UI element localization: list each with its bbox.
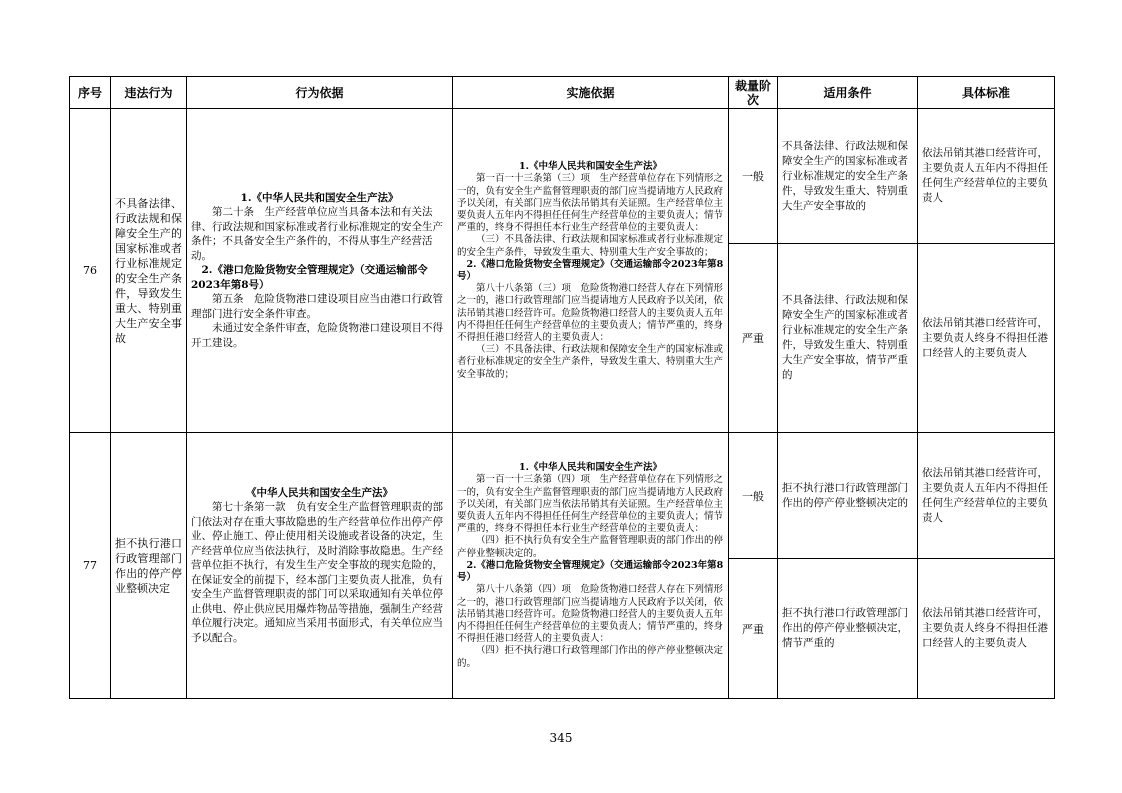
header-violation: 违法行为 bbox=[111, 77, 187, 109]
law-title: 《中华人民共和国安全生产法》 bbox=[246, 486, 393, 499]
standard-text: 依法吊销其港口经营许可，主要负责人终身不得担任港口经营人的主要负责人 bbox=[918, 559, 1055, 699]
law-article: 第五条 危险货物港口建设项目应当由港口行政管理部门进行安全条件审查。 bbox=[191, 293, 443, 320]
condition-text: 拒不执行港口行政管理部门作出的停产停业整顿决定，情节严重的 bbox=[778, 559, 918, 699]
implementation-cell bbox=[453, 433, 729, 699]
header-standard: 具体标准 bbox=[918, 77, 1055, 109]
standard-text: 依法吊销其港口经营许可，主要负责人五年内不得担任任何生产经营单位的主要负责人 bbox=[918, 109, 1055, 244]
condition-text: 不具备法律、行政法规和保障安全生产的国家标准或者行业标准规定的安全生产条件，导致发生重大、特别重大生产安全事故的 bbox=[778, 109, 918, 244]
header-level: 裁量阶次 bbox=[729, 77, 778, 109]
law-title: 1.《中华人民共和国安全生产法》 bbox=[240, 191, 399, 204]
law-title: 2.《港口危险货物安全管理规定》（交通运输部令2023年第8号） bbox=[457, 258, 724, 282]
violation-text: 不具备法律、行政法规和保障安全生产的国家标准或者行业标准规定的安全生产条件，导致发生重大、特别重大生产安全事故 bbox=[111, 109, 187, 433]
law-article: 第八十八条第（三）项 危险货物港口经营人存在下列情形之一的，港口行政管理部门应当提请地方人民政府予以关闭，依法吊销其港口经营许可。危险货物港口经营人的主要负责人五年内不得担任任何生产经营单位的主要负责人；情节严重的，终身不得担任港口经营人的主要负责人： bbox=[457, 283, 724, 344]
law-article: 第八十八条第（四）项 危险货物港口经营人存在下列情形之一的，港口行政管理部门应当提请地方人民政府予以关闭，依法吊销其港口经营许可。危险货物港口经营人的主要负责人五年内不得担任任何生产经营单位的主要负责人；情节严重的，终身不得担任港口经营人的主要负责人： bbox=[457, 584, 724, 645]
enforcement-standards-table bbox=[69, 76, 1055, 699]
law-article: （三）不具备法律、行政法规和国家标准或者行业标准规定的安全生产条件，导致发生重大、特别重大生产安全事故的； bbox=[457, 234, 724, 258]
law-article: （四）拒不执行负有安全生产监督管理职责的部门作出的停产停业整顿决定的。 bbox=[457, 535, 724, 559]
law-title: 2.《港口危险货物安全管理规定》（交通运输部令2023年第8号） bbox=[191, 264, 428, 291]
level-serious: 严重 bbox=[729, 559, 778, 699]
law-article: （三）不具备法律、行政法规和保障安全生产的国家标准或者行业标准规定的安全生产条件，导致发生重大、特别重大生产安全事故的； bbox=[457, 344, 724, 380]
law-title: 2.《港口危险货物安全管理规定》（交通运输部令2023年第8号） bbox=[457, 559, 724, 584]
violation-text: 拒不执行港口行政管理部门作出的停产停业整顿决定 bbox=[111, 433, 187, 699]
standard-text: 依法吊销其港口经营许可，主要负责人五年内不得担任任何生产经营单位的主要负责人 bbox=[918, 433, 1055, 559]
law-title: 1.《中华人民共和国安全生产法》 bbox=[519, 462, 662, 474]
implementation-cell bbox=[453, 109, 729, 433]
level-general: 一般 bbox=[729, 109, 778, 244]
law-title: 1.《中华人民共和国安全生产法》 bbox=[519, 161, 662, 173]
header-no: 序号 bbox=[70, 77, 111, 109]
table-row bbox=[70, 109, 1055, 244]
condition-text: 不具备法律、行政法规和保障安全生产的国家标准或者行业标准规定的安全生产条件，导致发生重大、特别重大生产安全事故，情节严重的 bbox=[778, 244, 918, 433]
law-article: 第一百一十三条第（四）项 生产经营单位存在下列情形之一的，负有安全生产监督管理职责的部门应当提请地方人民政府予以关闭，有关部门应当依法吊销其有关证照。生产经营单位主要负责人五年内不得担任任何生产经营单位的主要负责人；情节严重的，终身不得担任本行业生产经营单位的主要负责人： bbox=[457, 474, 724, 535]
header-condition: 适用条件 bbox=[778, 77, 918, 109]
basis-cell bbox=[187, 433, 453, 699]
header-basis: 行为依据 bbox=[187, 77, 453, 109]
law-article: 第二十条 生产经营单位应当具备本法和有关法律、行政法规和国家标准或者行业标准规定的安全生产条件；不具备安全生产条件的，不得从事生产经营活动。 bbox=[191, 206, 443, 262]
basis-cell bbox=[187, 109, 453, 433]
standard-text: 依法吊销其港口经营许可，主要负责人终身不得担任港口经营人的主要负责人 bbox=[918, 244, 1055, 433]
header-implementation: 实施依据 bbox=[453, 77, 729, 109]
header-row bbox=[70, 77, 1055, 109]
page-number: 345 bbox=[549, 731, 573, 745]
law-article: 未通过安全条件审查，危险货物港口建设项目不得开工建设。 bbox=[191, 322, 443, 349]
law-article: 第一百一十三条第（三）项 生产经营单位存在下列情形之一的，负有安全生产监督管理职责的部门应当提请地方人民政府予以关闭，有关部门应当依法吊销其有关证照。生产经营单位主要负责人五年内不得担任任何生产经营单位的主要负责人；情节严重的，终身不得担任本行业生产经营单位的主要负责人： bbox=[457, 173, 724, 234]
condition-text: 拒不执行港口行政管理部门作出的停产停业整顿决定的 bbox=[778, 433, 918, 559]
level-general: 一般 bbox=[729, 433, 778, 559]
row-number: 77 bbox=[70, 433, 111, 699]
law-article: 第七十条第一款 负有安全生产监督管理职责的部门依法对存在重大事故隐患的生产经营单位作出停产停业、停止施工、停止使用相关设施或者设备的决定，生产经营单位应当依法执行，及时消除事故隐患。生产经营单位拒不执行，有发生生产安全事故的现实危险的，在保证安全的前提下，经本部门主要负责人批准，负有安全生产监督管理职责的部门可以采取通知有关单位停止供电、停止供应民用爆炸物品等措施，强制生产经营单位履行决定。通知应当采用书面形式，有关单位应当予以配合。 bbox=[191, 501, 443, 644]
level-serious: 严重 bbox=[729, 244, 778, 433]
law-article: （四）拒不执行港口行政管理部门作出的停产停业整顿决定的。 bbox=[457, 645, 724, 669]
table-row bbox=[70, 433, 1055, 559]
row-number: 76 bbox=[70, 109, 111, 433]
